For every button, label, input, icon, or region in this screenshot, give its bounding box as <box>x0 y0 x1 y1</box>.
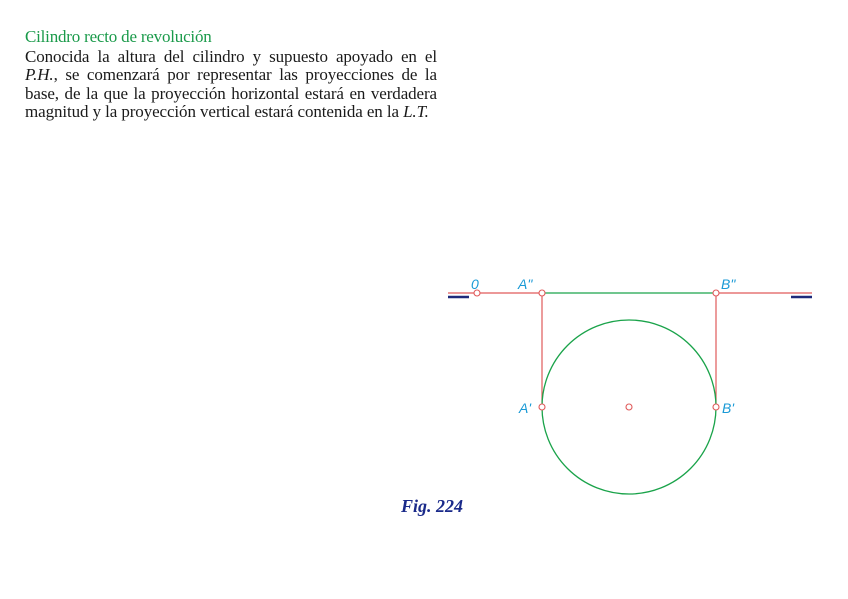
label-b-horizontal: B' <box>722 400 735 416</box>
label-b-vertical: B" <box>721 276 736 292</box>
lt-abbrev: L.T. <box>403 101 429 121</box>
point-b-vertical <box>713 290 719 296</box>
point-a-vertical <box>539 290 545 296</box>
label-origin: 0 <box>471 276 479 292</box>
point-b-horizontal <box>713 404 719 410</box>
ph-abbrev: P.H. <box>25 65 54 85</box>
paragraph-text-1: Conocida la altura del cilindro y supuesto apoyado en el <box>25 47 437 66</box>
paragraph-text-2: , se comenzará por representar las proyecciones de la base, de la que la proyección horizontal estará en verdadera magnitud y la proyección vertical estará contenida en la <box>25 65 437 121</box>
label-a-vertical: A" <box>518 276 533 292</box>
circle-center-point <box>626 404 632 410</box>
point-a-horizontal <box>539 404 545 410</box>
label-a-horizontal: A' <box>519 400 532 416</box>
figure-caption: Fig. 224 <box>401 496 464 516</box>
section-title: Cilindro recto de revolución <box>25 27 212 46</box>
